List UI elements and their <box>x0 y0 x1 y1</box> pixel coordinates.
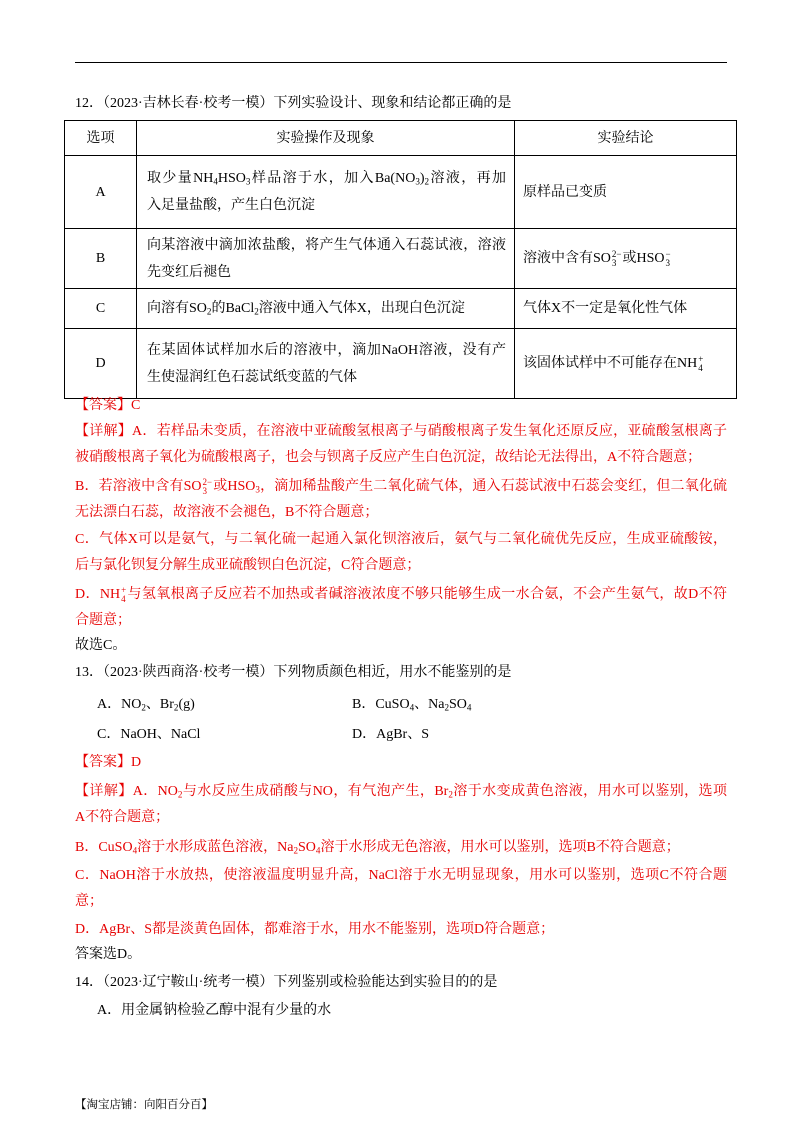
text-run: 气体X不一定是氧化性气体 <box>523 301 688 316</box>
text-line <box>75 805 727 831</box>
table-header-row <box>65 121 737 156</box>
option-d <box>352 722 429 748</box>
subscript: 2 <box>424 176 430 187</box>
operation-cell <box>137 156 515 229</box>
option-c <box>97 722 200 748</box>
question-12-stem: 12．（2023·吉林长春·校考一模）下列实验设计、现象和结论都正确的是 <box>75 96 512 111</box>
subscript: 2 <box>254 306 259 317</box>
operation-cell <box>137 329 515 399</box>
text-run: A不符合题意； <box>75 810 170 825</box>
subscript: 2 <box>173 702 179 713</box>
text-run: 【详解】A．若样品未变质，在溶液中亚硫酸氢根离子与硝酸根离子发生氧化还原反应，亚硫酸氢根离子 <box>75 424 727 439</box>
text-line <box>75 419 727 445</box>
superscript: − <box>665 249 671 259</box>
text-line <box>75 608 727 634</box>
subscript: 3 <box>415 176 420 187</box>
subscript: 3 <box>611 258 617 268</box>
option-cell: D <box>65 329 137 399</box>
final-choice: 故选C。 <box>75 638 127 653</box>
text-run: C．NaOH、NaCl <box>97 727 201 742</box>
text-run: C．NaOH溶于水放热，使溶液温度明显升高，NaCl溶于水无明显现象，用水可以鉴别，选项C不符合题 <box>75 868 727 883</box>
subscript: 4 <box>466 702 472 713</box>
text-run: 取少量NH <box>147 171 214 186</box>
text-line <box>97 692 195 718</box>
header-option: 选项 <box>65 121 137 156</box>
superscript: 2− <box>202 477 213 487</box>
text-run: 溶于水变成黄色溶液，用水可以鉴别，选项 <box>452 784 727 799</box>
option-cell: B <box>65 229 137 289</box>
conclusion-cell <box>515 229 737 289</box>
ion-charge-stack <box>612 250 622 268</box>
text-line <box>523 295 728 322</box>
text-run: 先变红后褪色 <box>147 264 231 280</box>
subscript: 4 <box>698 363 703 373</box>
explanation-paragraph <box>75 474 727 526</box>
text-run: 被硝酸根离子氧化为硫酸根离子，也会与钡离子反应产生白色沉淀，故结论无法得出，A不符合题意； <box>75 450 702 465</box>
text-line <box>147 165 506 192</box>
text-line <box>97 722 200 748</box>
text-run: 合题意； <box>75 613 131 628</box>
text-line <box>147 295 506 322</box>
text-run: 向溶有SO <box>147 301 207 316</box>
subscript: 4 <box>121 594 126 604</box>
conclusion-cell <box>515 329 737 399</box>
text-line <box>75 445 727 471</box>
text-line <box>75 779 727 805</box>
ion-charge-stack <box>121 586 126 604</box>
operation-cell <box>137 289 515 329</box>
text-line <box>523 245 728 272</box>
subscript: 2 <box>448 789 453 800</box>
text-line <box>75 527 727 553</box>
header-rule <box>75 62 727 63</box>
answer-label: 【答案】C <box>75 398 141 413</box>
text-run: D．AgBr、S <box>352 727 430 742</box>
text-run: 意； <box>75 894 103 909</box>
text-run: 无法漂白石蕊，故溶液不会褪色，B不符合题意； <box>75 505 379 520</box>
table-row <box>65 289 737 329</box>
text-line <box>75 917 727 943</box>
answer-label: 【答案】D <box>75 755 142 770</box>
text-line <box>147 337 506 364</box>
text-line <box>147 192 506 219</box>
subscript: 4 <box>315 845 321 856</box>
subscript: 2 <box>206 306 212 317</box>
subscript: 2 <box>293 845 298 856</box>
text-line <box>75 474 727 500</box>
text-line <box>75 582 727 608</box>
text-run: 溶于水形成无色溶液，用水可以鉴别，选项B不符合题意； <box>320 840 680 855</box>
text-run: 溶液中通入气体X，出现白色沉淀 <box>258 301 465 316</box>
table-row <box>65 329 737 399</box>
subscript: 3 <box>202 486 207 496</box>
text-run: 入足量盐酸，产生白色沉淀 <box>147 198 315 213</box>
explanation-paragraph <box>75 582 727 634</box>
text-run: 与水反应生成硝酸与NO，有气泡产生，Br <box>182 784 449 799</box>
subscript: 4 <box>213 176 218 187</box>
superscript: 2− <box>611 249 622 259</box>
explanation-paragraph <box>75 779 727 831</box>
subscript: 3 <box>255 484 260 495</box>
text-run: 溶液中含有SO <box>523 251 611 266</box>
text-run: 后与氯化钡复分解生成亚硫酸钡白色沉淀，C符合题意； <box>75 558 421 573</box>
text-run: 或HSO <box>213 479 256 494</box>
text-run: 溶液，再加 <box>429 171 506 186</box>
operation-cell <box>137 229 515 289</box>
shop-footer: 【淘宝店铺：向阳百分百】 <box>75 1099 213 1111</box>
explanation-paragraph <box>75 527 727 579</box>
text-run: 原样品已变质 <box>523 184 607 200</box>
text-run: 在某固体试样加水后的溶液中，滴加NaOH溶液，没有产 <box>147 342 506 358</box>
ion-charge-stack <box>666 250 671 268</box>
text-run: 或HSO <box>622 251 665 266</box>
text-run: ) <box>419 171 425 186</box>
text-run: 、Na <box>414 697 445 712</box>
text-run: B．CuSO <box>352 697 410 712</box>
text-run: 的BaCl <box>211 301 255 316</box>
text-run: (g) <box>178 697 195 712</box>
text-run: 向某溶液中滴加浓盐酸，将产生气体通入石蕊试液，溶液 <box>147 237 506 253</box>
text-run: B．CuSO <box>75 840 133 855</box>
text-line <box>147 232 506 259</box>
text-line <box>75 553 727 579</box>
question-14-stem: 14．（2023·辽宁鞍山·统考一模）下列鉴别或检验能达到实验目的的是 <box>75 975 498 990</box>
subscript: 2 <box>177 789 183 800</box>
ion-charge-stack <box>202 478 212 496</box>
option-b <box>352 692 471 718</box>
conclusion-cell <box>515 156 737 229</box>
table-row <box>65 156 737 229</box>
text-run: 【详解】A．NO <box>75 784 178 799</box>
subscript: 2 <box>444 702 449 713</box>
text-run: SO <box>298 840 316 855</box>
conclusion-cell <box>515 289 737 329</box>
text-run: A．NO <box>97 697 142 712</box>
ion-charge-stack <box>698 355 703 373</box>
text-line <box>147 259 506 286</box>
text-run: B．若溶液中含有SO <box>75 479 202 494</box>
header-operation: 实验操作及现象 <box>137 121 515 156</box>
text-run: D．NH <box>75 587 121 602</box>
explanation-paragraph <box>75 917 727 943</box>
subscript: 4 <box>132 845 138 856</box>
option-cell: C <box>65 289 137 329</box>
text-line <box>523 179 728 206</box>
text-line <box>75 835 727 861</box>
subscript: 3 <box>665 258 670 268</box>
text-line <box>523 350 728 377</box>
text-run: 与氢氧根离子反应若不加热或者碱溶液浓度不够只能够生成一水合氨，不会产生氨气，故D不符 <box>127 587 727 602</box>
subscript: 3 <box>245 176 251 187</box>
text-line <box>75 500 727 526</box>
text-run: HSO <box>217 171 246 186</box>
question-13-stem: 13．（2023·陕西商洛·校考一模）下列物质颜色相近，用水不能鉴别的是 <box>75 665 512 680</box>
text-run: D．AgBr、S都是淡黄色固体，都难溶于水，用水不能鉴别，选项D符合题意； <box>75 922 555 937</box>
text-run: ，滴加稀盐酸产生二氧化硫气体，通入石蕊试液中石蕊会变红，但二氧化硫 <box>259 479 728 494</box>
text-line <box>147 364 506 391</box>
explanation-paragraph <box>75 835 727 861</box>
experiment-table <box>64 120 737 399</box>
explanation-paragraph <box>75 863 727 915</box>
text-run: 该固体试样中不可能存在NH <box>523 356 698 371</box>
explanation-paragraph <box>75 419 727 471</box>
text-run: C．气体X可以是氨气，与二氧化硫一起通入氯化钡溶液后，氨气与二氧化硫优先反应，生成亚硫酸铵， <box>75 532 727 547</box>
superscript: + <box>698 354 704 364</box>
superscript: + <box>121 585 127 595</box>
final-choice: 答案选D。 <box>75 947 142 962</box>
subscript: 2 <box>141 702 146 713</box>
subscript: 4 <box>409 702 415 713</box>
option-cell: A <box>65 156 137 229</box>
text-line <box>352 722 429 748</box>
text-line <box>75 889 727 915</box>
option-a: A．用金属钠检验乙醇中混有少量的水 <box>97 1003 332 1018</box>
table-row <box>65 229 737 289</box>
header-conclusion: 实验结论 <box>515 121 737 156</box>
text-run: 生使湿润红色石蕊试纸变蓝的气体 <box>147 369 357 385</box>
text-run: 、Br <box>145 697 174 712</box>
text-run: 样品溶于水，加入Ba(NO <box>250 171 416 186</box>
text-run: 溶于水形成蓝色溶液，Na <box>137 840 294 855</box>
text-line <box>352 692 471 718</box>
text-run: SO <box>449 697 467 712</box>
option-a <box>97 692 195 718</box>
text-line <box>75 863 727 889</box>
